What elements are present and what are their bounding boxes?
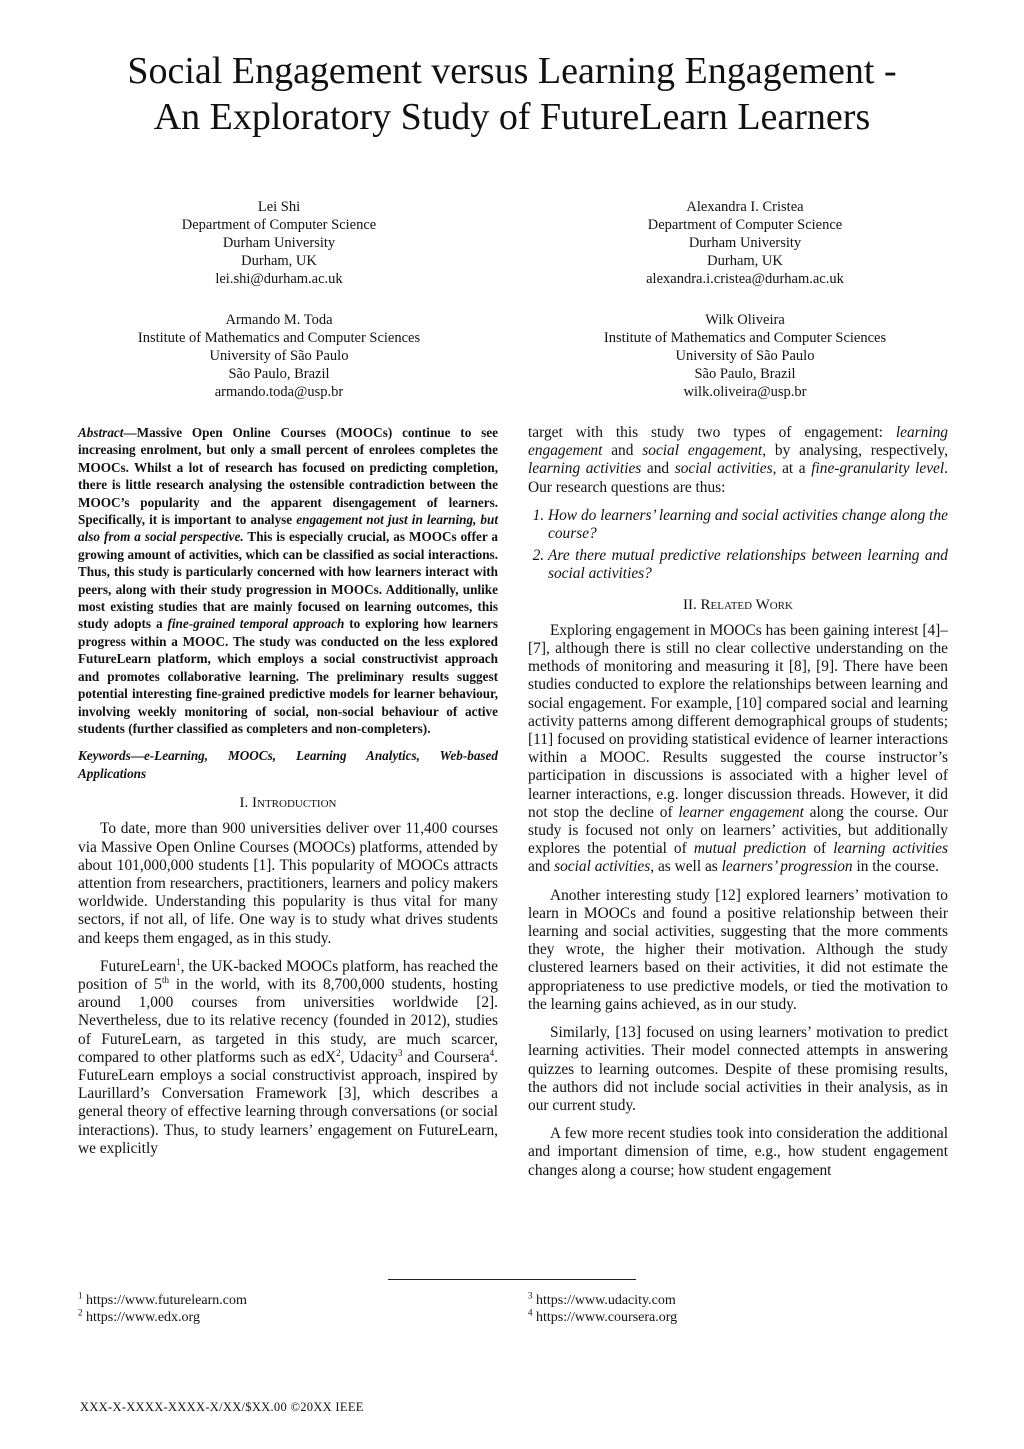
research-question-2: 2. Are there mutual predictive relationships between learning and social activities?	[548, 547, 948, 583]
author-email[interactable]: armando.toda@usp.br	[214, 384, 344, 400]
title-line-1: Social Engagement versus Learning Engagement -	[127, 50, 897, 92]
author-email[interactable]: lei.shi@durham.ac.uk	[215, 271, 343, 287]
emphasis: social engagement	[642, 442, 763, 460]
emphasis: social activities	[674, 460, 773, 478]
text-run: . Our research questions are thus:	[528, 460, 949, 496]
author-org: University of São Paulo	[209, 348, 349, 364]
author-name: Lei Shi	[257, 199, 301, 215]
footnote-divider	[388, 1279, 636, 1280]
abstract-dash: —	[123, 425, 137, 440]
emphasis: learning activities	[528, 460, 642, 478]
section-heading-introduction: I. Introduction	[239, 795, 337, 812]
text-run: along the course. Our study is focused not only on learners’ activities, but additionally explores the potential of	[528, 803, 948, 858]
author-dept: Institute of Mathematics and Computer Sciences	[137, 330, 421, 346]
footnote-ref-1[interactable]: 1	[176, 956, 181, 967]
text-run: and	[528, 858, 555, 876]
footnote-3[interactable]	[528, 1292, 677, 1309]
intro-paragraph-1: To date, more than 900 universities deliver over 11,400 courses via Massive Open Online Courses (MOOCs) platforms, attended by about 101,000,000 students [1]. This popularity of MOOCs attracts attention from researchers, practitioners, learners and policy makers worldwide. Understanding this popularity is thus vital for many sectors, if not all, of life. One way is to study what drives students and keeps them engaged, as in this study.	[78, 820, 498, 947]
emphasis: learning engagement	[528, 424, 948, 460]
related-paragraph-2: Another interesting study [12] explored learners’ motivation to learn in MOOCs and found a positive relationship between their learning and social activities, suggesting that the more comments they wrote, the higher their motivation. Although the study clustered learners based on their activities, it did not estimate the appropriateness to use predictive models, or tied the motivation to the learning gains achieved, as in our study.	[528, 886, 948, 1013]
author-dept: Department of Computer Science	[647, 217, 843, 233]
text-run: in the world, with its 8,700,000 students, hosting around 1,000 courses from universities worldwide [2]. Nevertheless, due to its relative recency (founded in 2012), studies of FutureLearn, as targeted in this study, are much scarcer, compared to other platforms such as edX	[78, 975, 498, 1066]
author-place: Durham, UK	[241, 253, 317, 269]
author-org: Durham University	[222, 235, 336, 251]
text-run: , at a	[772, 460, 812, 478]
footnote-url: https://www.udacity.com	[536, 1293, 676, 1308]
text-run: , Udacity	[340, 1048, 398, 1066]
author-email[interactable]: wilk.oliveira@usp.br	[683, 384, 807, 400]
research-questions	[528, 507, 948, 584]
text-run: and Coursera	[402, 1048, 490, 1066]
right-intro-continuation	[528, 424, 948, 497]
author-name: Alexandra I. Cristea	[686, 199, 804, 215]
footnote-ref-4[interactable]: 4	[489, 1047, 495, 1058]
footnote-number: 3	[528, 1290, 533, 1301]
superscript-th: th	[161, 974, 169, 985]
author-dept: Department of Computer Science	[181, 217, 377, 233]
footnote-2[interactable]	[78, 1309, 247, 1326]
author-place: São Paulo, Brazil	[694, 366, 796, 382]
text-run: of	[806, 840, 834, 858]
emphasis: mutual prediction	[693, 840, 807, 858]
text-run: in the course.	[852, 858, 939, 876]
related-paragraph-1	[528, 622, 948, 877]
footnote-number: 1	[78, 1290, 83, 1301]
text-run: FutureLearn	[100, 957, 177, 975]
footnote-1[interactable]	[78, 1292, 247, 1309]
title-line-2: An Exploratory Study of FutureLearn Learners	[153, 96, 871, 138]
paper-title	[40, 48, 984, 140]
author-name: Armando M. Toda	[225, 312, 333, 328]
emphasis: fine-granularity level	[811, 460, 945, 478]
research-question-1: 1. How do learners’ learning and social activities change along the course?	[548, 507, 948, 543]
author-place: Durham, UK	[707, 253, 783, 269]
author-block-3	[79, 311, 479, 401]
footnote-4[interactable]	[528, 1309, 677, 1326]
footnote-url: https://www.futurelearn.com	[86, 1293, 247, 1308]
text-run: , by analysing, respectively,	[762, 442, 948, 460]
text-run: and	[602, 442, 643, 460]
left-column	[78, 424, 498, 1168]
footnote-ref-3[interactable]: 3	[397, 1047, 403, 1058]
author-name: Wilk Oliveira	[705, 312, 785, 328]
emphasis: learning activities	[833, 840, 948, 858]
abstract-text-3: to exploring how learners progress within a MOOC. The study was conducted on the less explored FutureLearn platform, which employs a social constructivist approach and promotes collaborative learning. The preliminary results suggest potential interesting fine-grained predictive models for learner behaviour, involving weekly monitoring of social, non-social behaviour of active students (further classified as completers and non-completers).	[78, 616, 498, 736]
emphasis: learner engagement	[678, 803, 804, 821]
text-run: and	[641, 460, 675, 478]
author-block-1	[79, 198, 479, 288]
section-heading-related-work: II. Related Work	[683, 596, 793, 613]
text-run: target with this study two types of engagement:	[528, 424, 896, 441]
abstract-lead: Abstract	[78, 425, 124, 440]
footnote-ref-2[interactable]: 2	[336, 1047, 341, 1058]
related-paragraph-3: Similarly, [13] focused on using learners’ motivation to predict learning activities. Their model connected attempts in answering quizzes to learning outcomes. Despite of these promising results, the authors did not include social activities in their analysis, as in our current study.	[528, 1024, 948, 1114]
copyright-notice: XXX-X-XXXX-XXXX-X/XX/$XX.00 ©20XX IEEE	[80, 1400, 364, 1414]
abstract-emphasis-1: engagement not just in learning, but also from a social perspective.	[78, 512, 499, 545]
footnote-url: https://www.edx.org	[86, 1310, 200, 1325]
text-run: , as well as	[650, 858, 722, 876]
author-dept: Institute of Mathematics and Computer Sciences	[603, 330, 887, 346]
text-run: . FutureLearn employs a social constructivist approach, inspired by Laurillard’s Conversation Framework [3], which describes a general theory of effective learning through conversations (or social interactions). Thus, to study learners’ engagement on FutureLearn, we explicitly	[78, 1048, 499, 1157]
emphasis: social activities	[554, 858, 651, 876]
footnotes-right	[528, 1292, 677, 1326]
author-block-4	[545, 311, 945, 401]
keywords: Keywords—e-Learning, MOOCs, Learning Analytics, Web-based Applications	[78, 748, 498, 781]
footnotes-left	[78, 1292, 247, 1326]
abstract-text-1: Massive Open Online Courses (MOOCs) continue to see increasing enrolment, but only a small percent of enrolees completes the MOOCs. Whilst a lot of research has focused on predicting completion, there is little research analysing the ostensible contradiction between the MOOC’s popularity and the apparent disengagement of learners. Specifically, it is important to analyse	[78, 425, 498, 528]
emphasis: learners’ progression	[721, 858, 853, 876]
footnote-number: 4	[528, 1307, 533, 1318]
related-paragraph-4: A few more recent studies took into consideration the additional and important dimension of time, e.g., how student engagement changes along a course; how student engagement	[528, 1125, 948, 1179]
footnote-url: https://www.coursera.org	[536, 1310, 678, 1325]
abstract-text-2: This is especially crucial, as MOOCs offer a growing amount of activities, which can be classified as social interactions. Thus, this study is particularly concerned with how learners interact with peers, along with their study progression in MOOCs. Additionally, unlike most existing studies that are mainly focused on learning outcomes, this study adopts a	[78, 529, 498, 632]
abstract	[78, 424, 498, 737]
intro-paragraph-2	[78, 958, 498, 1158]
author-org: Durham University	[688, 235, 802, 251]
author-email[interactable]: alexandra.i.cristea@durham.ac.uk	[646, 271, 844, 287]
right-column	[528, 424, 948, 1190]
abstract-emphasis-2: fine-grained temporal approach	[167, 616, 345, 632]
author-place: São Paulo, Brazil	[228, 366, 330, 382]
author-block-2	[545, 198, 945, 288]
footnote-number: 2	[78, 1307, 83, 1318]
text-run: , the UK-backed MOOCs platform, has reached the position of 5	[78, 957, 498, 993]
text-run: Exploring engagement in MOOCs has been gaining interest [4]–[7], although there is still no clear collective understanding on the methods of monitoring and measuring it [8], [9]. There have been studies conducted to explore the relationships between learning and social engagement. For example, [10] compared social and learning activity patterns among different demographical groups of students; [11] focused on providing statistical evidence of learner interactions within a MOOC. Results suggested the course instructor’s participation in discussions is associated with a higher level of learner interactions, e.g. longer discussion threads. However, it did not stop the decline of	[528, 621, 948, 821]
author-org: University of São Paulo	[675, 348, 815, 364]
